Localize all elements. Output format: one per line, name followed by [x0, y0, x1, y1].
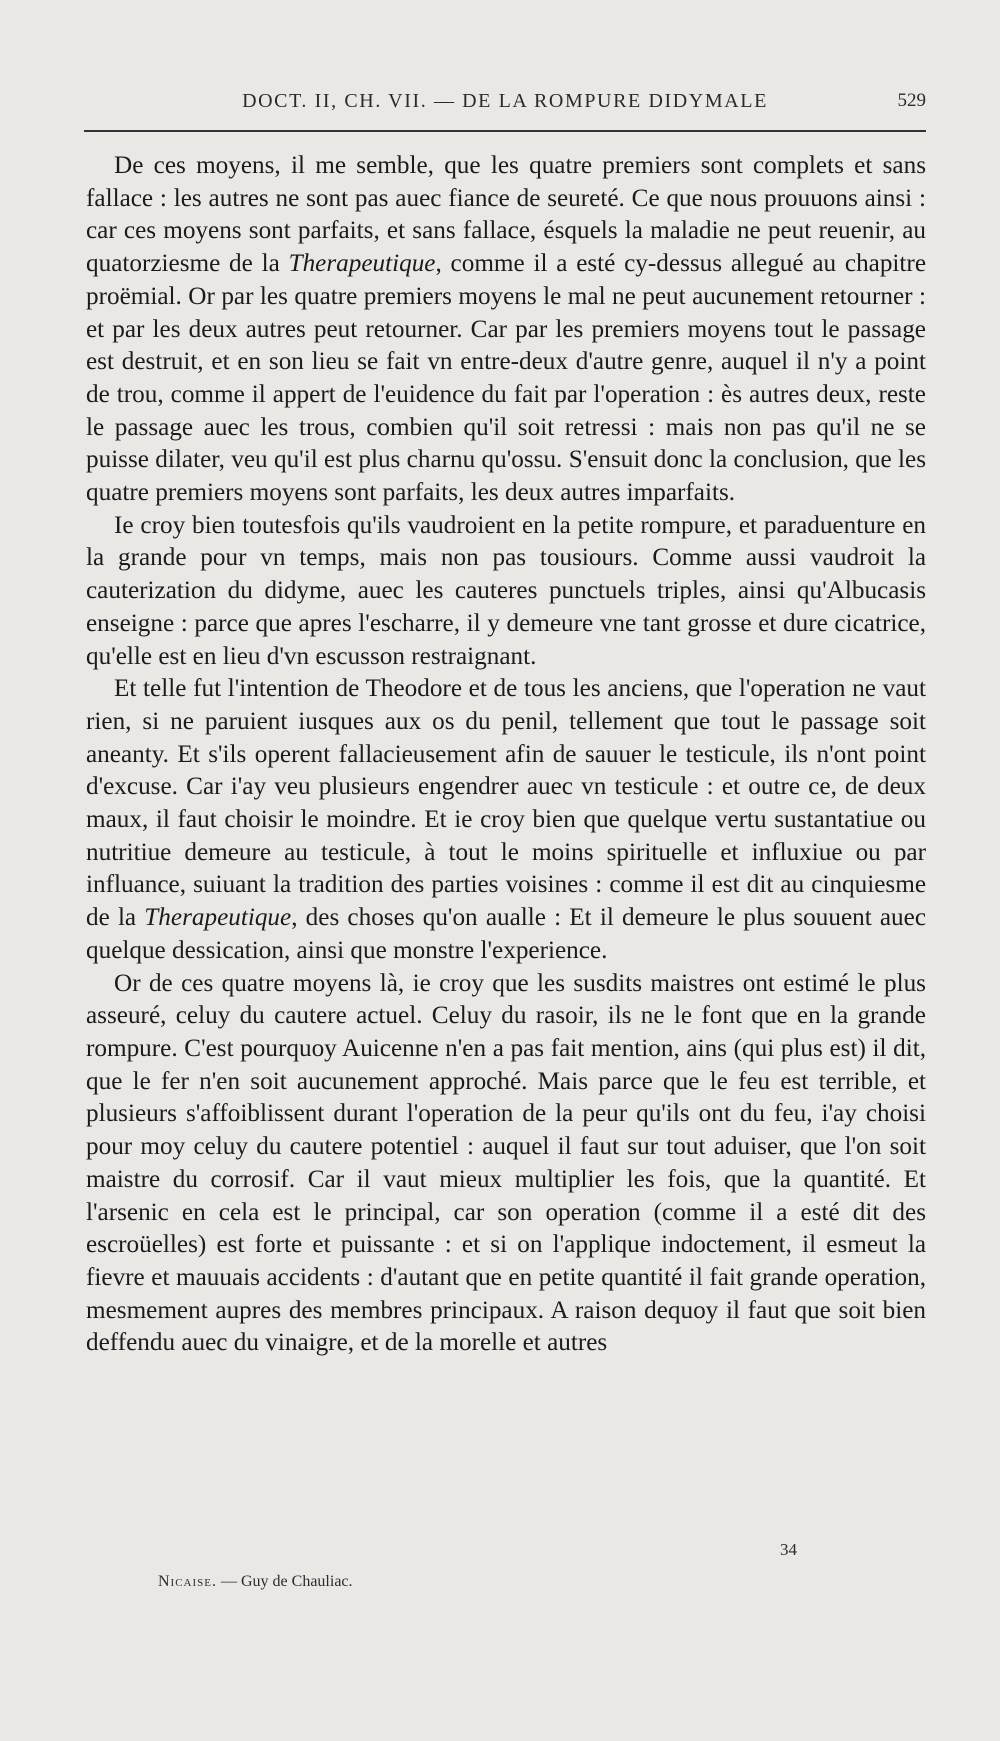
text-run: Et telle fut l'intention de Theodore et de tous les anciens, que l'operation ne vaut rien, si ne paruient iusques aux os du penil, tellement que tout le passage soit aneanty. Et s'ils operent fallacieusement afin de sauuer le testicule, ils n'ont point d'excuse. Car i'ay veu plusieurs engendrer auec vn testicule : et outre ce, de deux maux, il faut choisir le moindre. Et ie croy bien que quelque vertu sustantatiue ou nutritiue demeure au testicule, à tout le moins spirituelle et influxiue ou par influance, suiuant la tradition des parties voisines : comme il est dit au cinquiesme de la	[86, 675, 926, 932]
text-run: Ie croy bien toutesfois qu'ils vaudroient en la petite rompure, et paraduenture en la grande pour vn temps, mais non pas tousiours. Comme aussi vaudroit la cauterization du didyme, auec les cauteres punctuels triples, ainsi qu'Albucasis enseigne : parce que apres l'escharre, il y demeure vne tant grosse et dure cicatrice, qu'elle est en lieu d'vn escusson restraignant.	[86, 511, 926, 670]
paragraph	[86, 673, 926, 967]
running-title: DOCT. II, CH. VII. — DE LA ROMPURE DIDYMALE	[242, 90, 768, 112]
book-title-italic: Therapeutique	[288, 250, 436, 278]
page-footer	[158, 1573, 353, 1591]
book-title-italic: Therapeutique	[144, 904, 292, 932]
paragraph	[86, 510, 926, 674]
header-rule	[84, 130, 926, 132]
footer-separator: —	[217, 1573, 241, 1590]
footer-work: Guy de Chauliac.	[241, 1573, 353, 1590]
text-run: , comme il a esté cy-dessus allegué au chapitre proëmial. Or par les quatre premiers moyens le mal ne peut aucunement retourner : et par les deux autres peut retourner. Car par les premiers moyens tout le passage est destruit, et en son lieu se fait vn entre-deux d'autre genre, auquel il n'y a point de trou, comme il appert de l'euidence du fait par l'operation : ès autres deux, reste le passage auec les trous, combien qu'il soit retressi : mais non pas qu'il ne se puisse dilater, veu qu'il est plus charnu qu'ossu. S'ensuit donc la conclusion, que les quatre premiers moyens sont parfaits, les deux autres imparfaits.	[86, 250, 926, 507]
paragraph	[86, 150, 926, 510]
signature-mark: 34	[780, 1540, 797, 1559]
paragraph	[86, 968, 926, 1360]
footer-author: Nicaise.	[158, 1573, 217, 1590]
page-number: 529	[897, 90, 926, 111]
text-run: De ces moyens, il me semble, que les quatre premiers sont complets et sans fallace : les autres ne sont pas auec fiance de seureté. Ce que nous prouuons ainsi : car ces moyens sont parfaits, et sans fallace, ésquels la maladie ne peut reuenir, au quatorziesme de la	[86, 152, 926, 278]
text-run: Or de ces quatre moyens là, ie croy que les susdits maistres ont estimé le plus asseuré, celuy du cautere actuel. Celuy du rasoir, ils ne le font que en la grande rompure. C'est pourquoy Auicenne n'en a pas fait mention, ains (qui plus est) il dit, que le fer n'en soit aucunement approché. Mais parce que le feu est terrible, et plusieurs s'affoiblissent durant l'operation de la peur qu'ils ont du feu, i'ay choisi pour moy celuy du cautere potentiel : auquel il faut sur tout aduiser, que l'on soit maistre du corrosif. Car il vaut mieux multiplier les fois, que la quantité. Et l'arsenic en cela est le principal, car son operation (comme il a esté dit des escroüelles) est forte et puissante : et si on l'applique indoctement, il esmeut la fievre et mauuais accidents : d'autant que en petite quantité il fait grande operation, mesmement aupres des membres principaux. A raison dequoy il faut que soit bien deffendu auec du vinaigre, et de la morelle et autres	[86, 969, 926, 1357]
text-run: , des choses qu'on aualle : Et il demeure le plus souuent auec quelque dessication, ainsi que monstre l'experience.	[86, 904, 927, 964]
body-text	[86, 150, 926, 1360]
running-head	[84, 88, 926, 122]
